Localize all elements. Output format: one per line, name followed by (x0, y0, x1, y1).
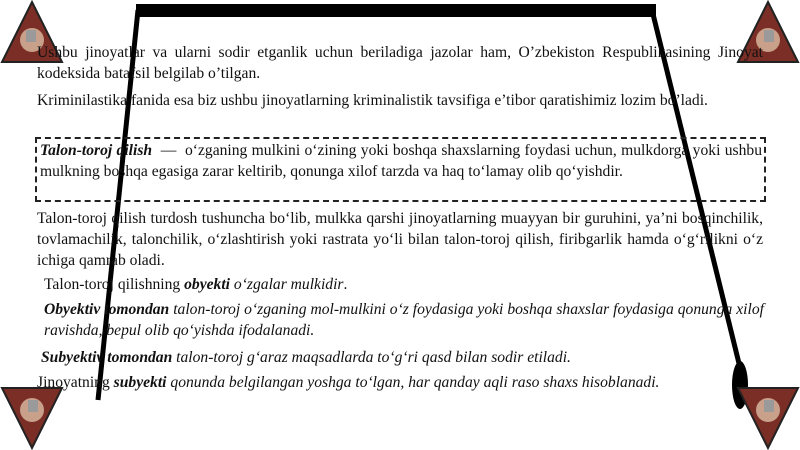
definition-paragraph (40, 140, 762, 182)
criminalistics-text: Kriminilastika fanida esa biz ushbu jinoyatlarning kriminalistik tavsifiga e’tibor qaratishimiz lozim bo’ladi. (37, 92, 708, 109)
object-end: . (343, 276, 348, 293)
object-suffix: o‘zgalar mulkidir (230, 276, 344, 293)
definition-dash: — (160, 142, 177, 159)
intro-paragraph (37, 42, 763, 84)
subject-text: qonunda belgilangan yoshga to‘lgan, har qanday aqli raso shaxs hisoblanadi. (166, 374, 660, 391)
subject-prefix: Jinoyatning (37, 374, 114, 391)
objective-paragraph (44, 299, 764, 341)
subjective-term: Subyektiv tomondan (41, 349, 173, 366)
subjective-paragraph (41, 347, 767, 368)
subjective-text: talon-toroj g‘araz maqsadlarda to‘g‘ri qasd bilan sodir etiladi. (172, 349, 571, 366)
object-term: obyekti (184, 276, 231, 293)
subject-term: subyekti (113, 374, 167, 391)
top-frame-bar (136, 4, 656, 17)
intro-text: Ushbu jinoyatlar va ularni sodir etganlik uchun beriladiga jazolar ham, O’zbekiston Respublikasining Jinoyat kodeksida batafsil belgilab o’tilgan. (37, 44, 763, 82)
grouping-paragraph (37, 208, 763, 271)
grouping-text: Talon-toroj qilish turdosh tushuncha bo‘lib, mulkka qarshi jinoyatlarning muayyan bir guruhini, ya’ni bosqinchilik, tovlamachilik, talonchilik, o‘zlashtirish yoki rastrata yo‘li bilan talon-toroj qilish, firibgarlik hamda o‘g‘rilikni o‘z ichiga qamrab oladi. (37, 210, 763, 269)
subject-paragraph (37, 372, 763, 393)
definition-text: o‘zganing mulkini o‘zining yoki boshqa shaxslarning foydasi uchun, mulkdorga yoki ushbu mulkning boshqa egasiga zarar keltirib, qonunga xilof tarzda va haq to‘lamay olib qo‘yishdir. (40, 142, 762, 180)
object-prefix: Talon-toroj qilishning (44, 276, 185, 293)
definition-term: Talon-toroj qilish (40, 142, 153, 159)
criminalistics-paragraph (37, 90, 763, 111)
object-paragraph (44, 274, 770, 295)
objective-text: talon-toroj o‘zganing mol-mulkini o‘z foydasiga yoki boshqa shaxslar foydasiga qonunga xilof ravishda, bepul olib qo‘yishda ifodalanadi. (44, 301, 764, 339)
corner-decoration-bottom-right (736, 386, 800, 450)
corner-decoration-bottom-left (0, 386, 64, 450)
objective-term: Obyektiv tomondan (44, 301, 170, 318)
